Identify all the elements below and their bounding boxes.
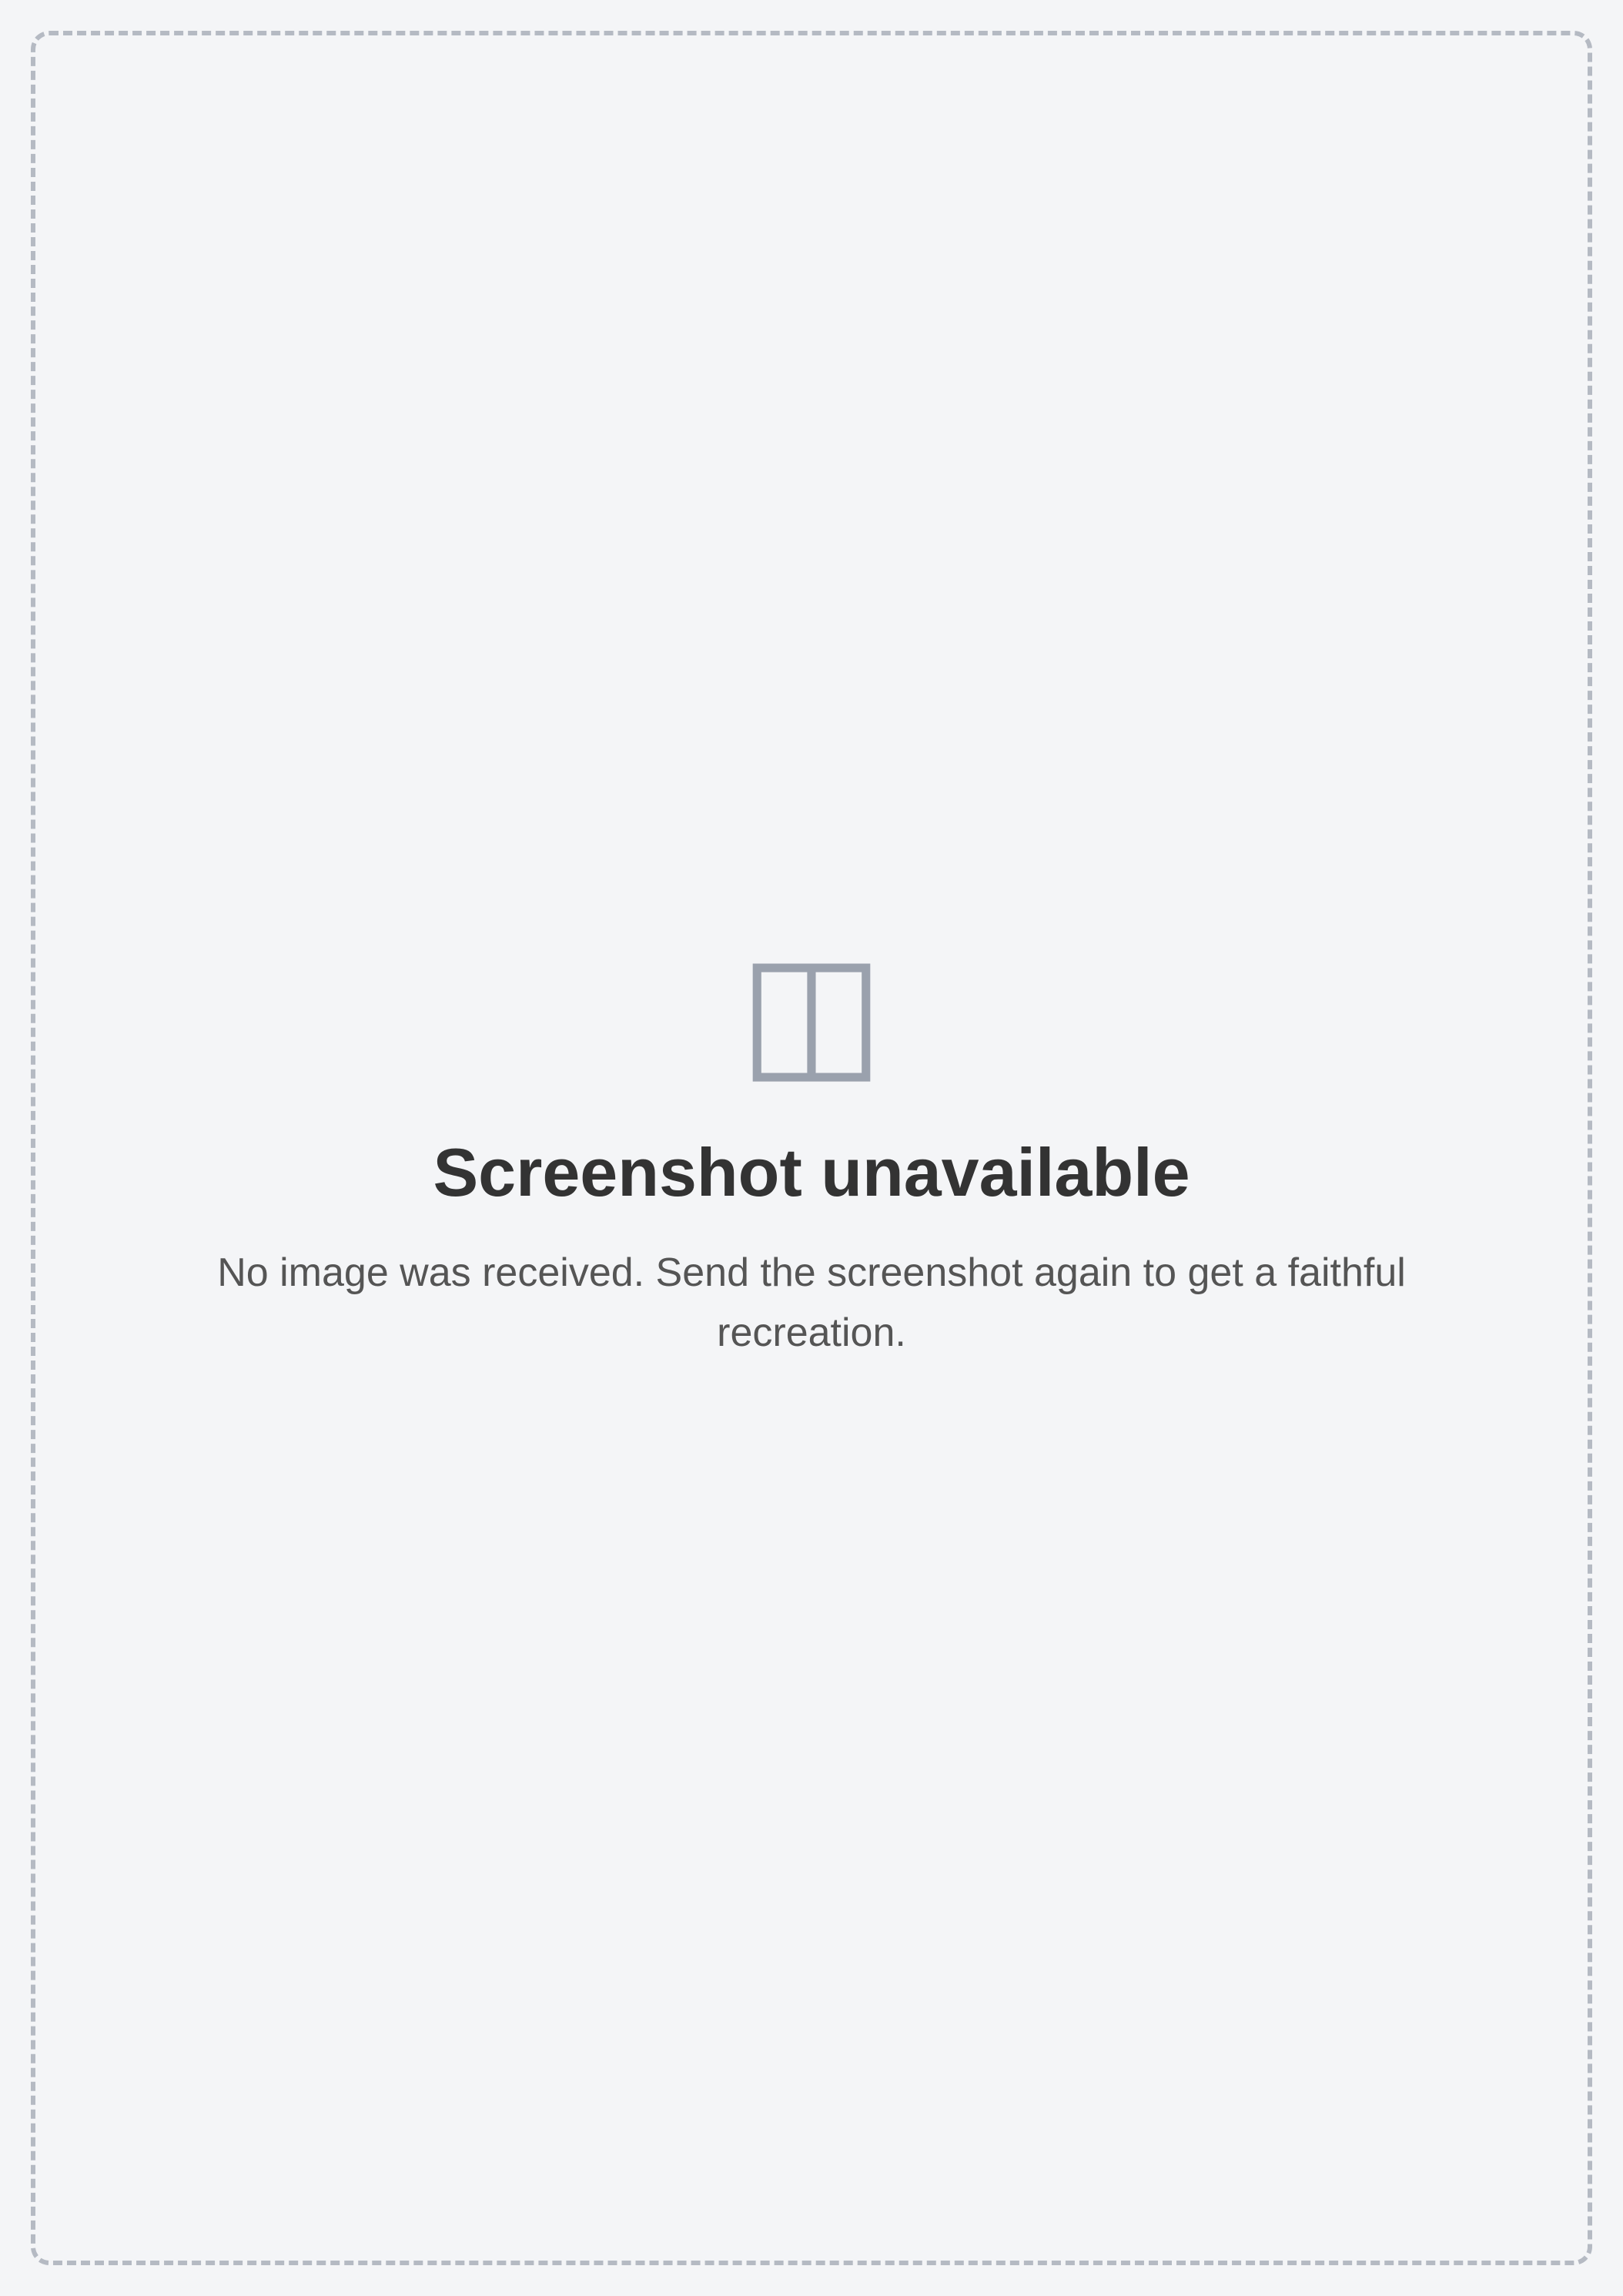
placeholder-title: Screenshot unavailable [433,1134,1190,1210]
image-missing-icon: ◫ [738,924,885,1096]
placeholder-message: No image was received. Send the screenshot again to get a faithful recreation. [217,1250,1406,1355]
placeholder-frame [31,31,1592,2265]
